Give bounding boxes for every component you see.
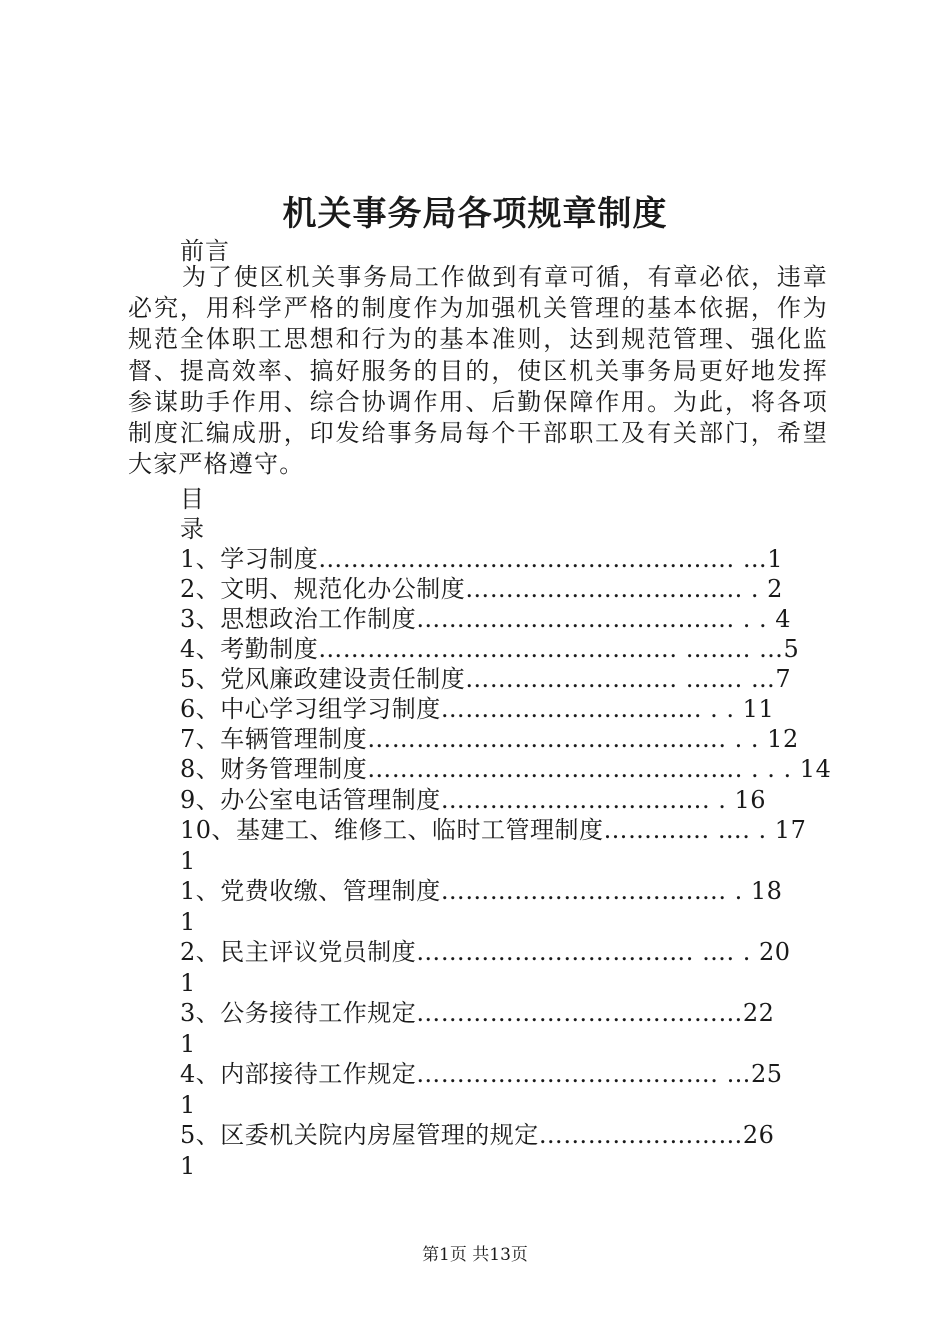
document-title: 机关事务局各项规章制度 xyxy=(282,194,668,234)
toc-entry-wrap: 1 xyxy=(180,847,196,875)
toc-entry: 7、车辆管理制度………………………………….…. . . 12 xyxy=(180,725,799,753)
preface-label: 前言 xyxy=(180,237,230,265)
toc-entry: 3、思想政治工作制度………………………..………. . . 4 xyxy=(180,605,792,633)
toc-entry: 5、区委机关院内房屋管理的规定…………….………26 xyxy=(180,1121,775,1149)
toc-entry-wrap: 1 xyxy=(180,1030,196,1058)
toc-entry-wrap: 1 xyxy=(180,1091,196,1119)
toc-entry: 1、学习制度……………………………………..……. …1 xyxy=(180,545,784,573)
preface-paragraph: 为了使区机关事务局工作做到有章可循，有章必依，违章必究，用科学严格的制度作为加强机关管理的基本依据，作为规范全体职工思想和行为的基本准则，达到规范管理、强化监督、提高效率、搞好服务的目的，使区机关事务局更好地发挥参谋助手作用、综合协调作用、后勤保障作用。为此，将各项制度汇编成册，印发给事务局每个干部职工及有关部门，希望大家严格遵守。 xyxy=(128,263,828,479)
toc-entry: 6、中心学习组学习制度……………………….…. . . 11 xyxy=(180,695,775,723)
toc-entry: 2、民主评议党员制度……………………………. …. . 20 xyxy=(180,938,791,966)
contents-label-second: 录 xyxy=(180,515,205,543)
toc-entry-wrap: 1 xyxy=(180,969,196,997)
toc-entry: 10、基建工、维修工、临时工管理制度…………. …. . 17 xyxy=(180,816,807,844)
toc-entry: 5、党风廉政建设责任制度……………….……. ……. …7 xyxy=(180,665,792,693)
toc-entry-wrap: 1 xyxy=(180,1152,196,1180)
toc-entry: 1、党费收缴、管理制度………………………….…. . 18 xyxy=(180,877,783,905)
toc-entry: 4、内部接待工作规定………………………………. …25 xyxy=(180,1060,783,1088)
toc-entry: 9、办公室电话管理制度………………………..…. . 16 xyxy=(180,786,767,814)
page-footer: 第1页 共13页 xyxy=(422,1245,528,1265)
toc-entry: 2、文明、规范化办公制度…………………..……….. . 2 xyxy=(180,575,783,603)
toc-entry-wrap: 1 xyxy=(180,908,196,936)
contents-label-first: 目 xyxy=(180,485,205,513)
toc-entry: 4、考勤制度……………………………….……. …….. …5 xyxy=(180,635,800,663)
toc-entry: 3、公务接待工作规定…………………………….……22 xyxy=(180,999,775,1027)
toc-entry: 8、财务管理制度………………………………………. . . . 14 xyxy=(180,755,832,783)
